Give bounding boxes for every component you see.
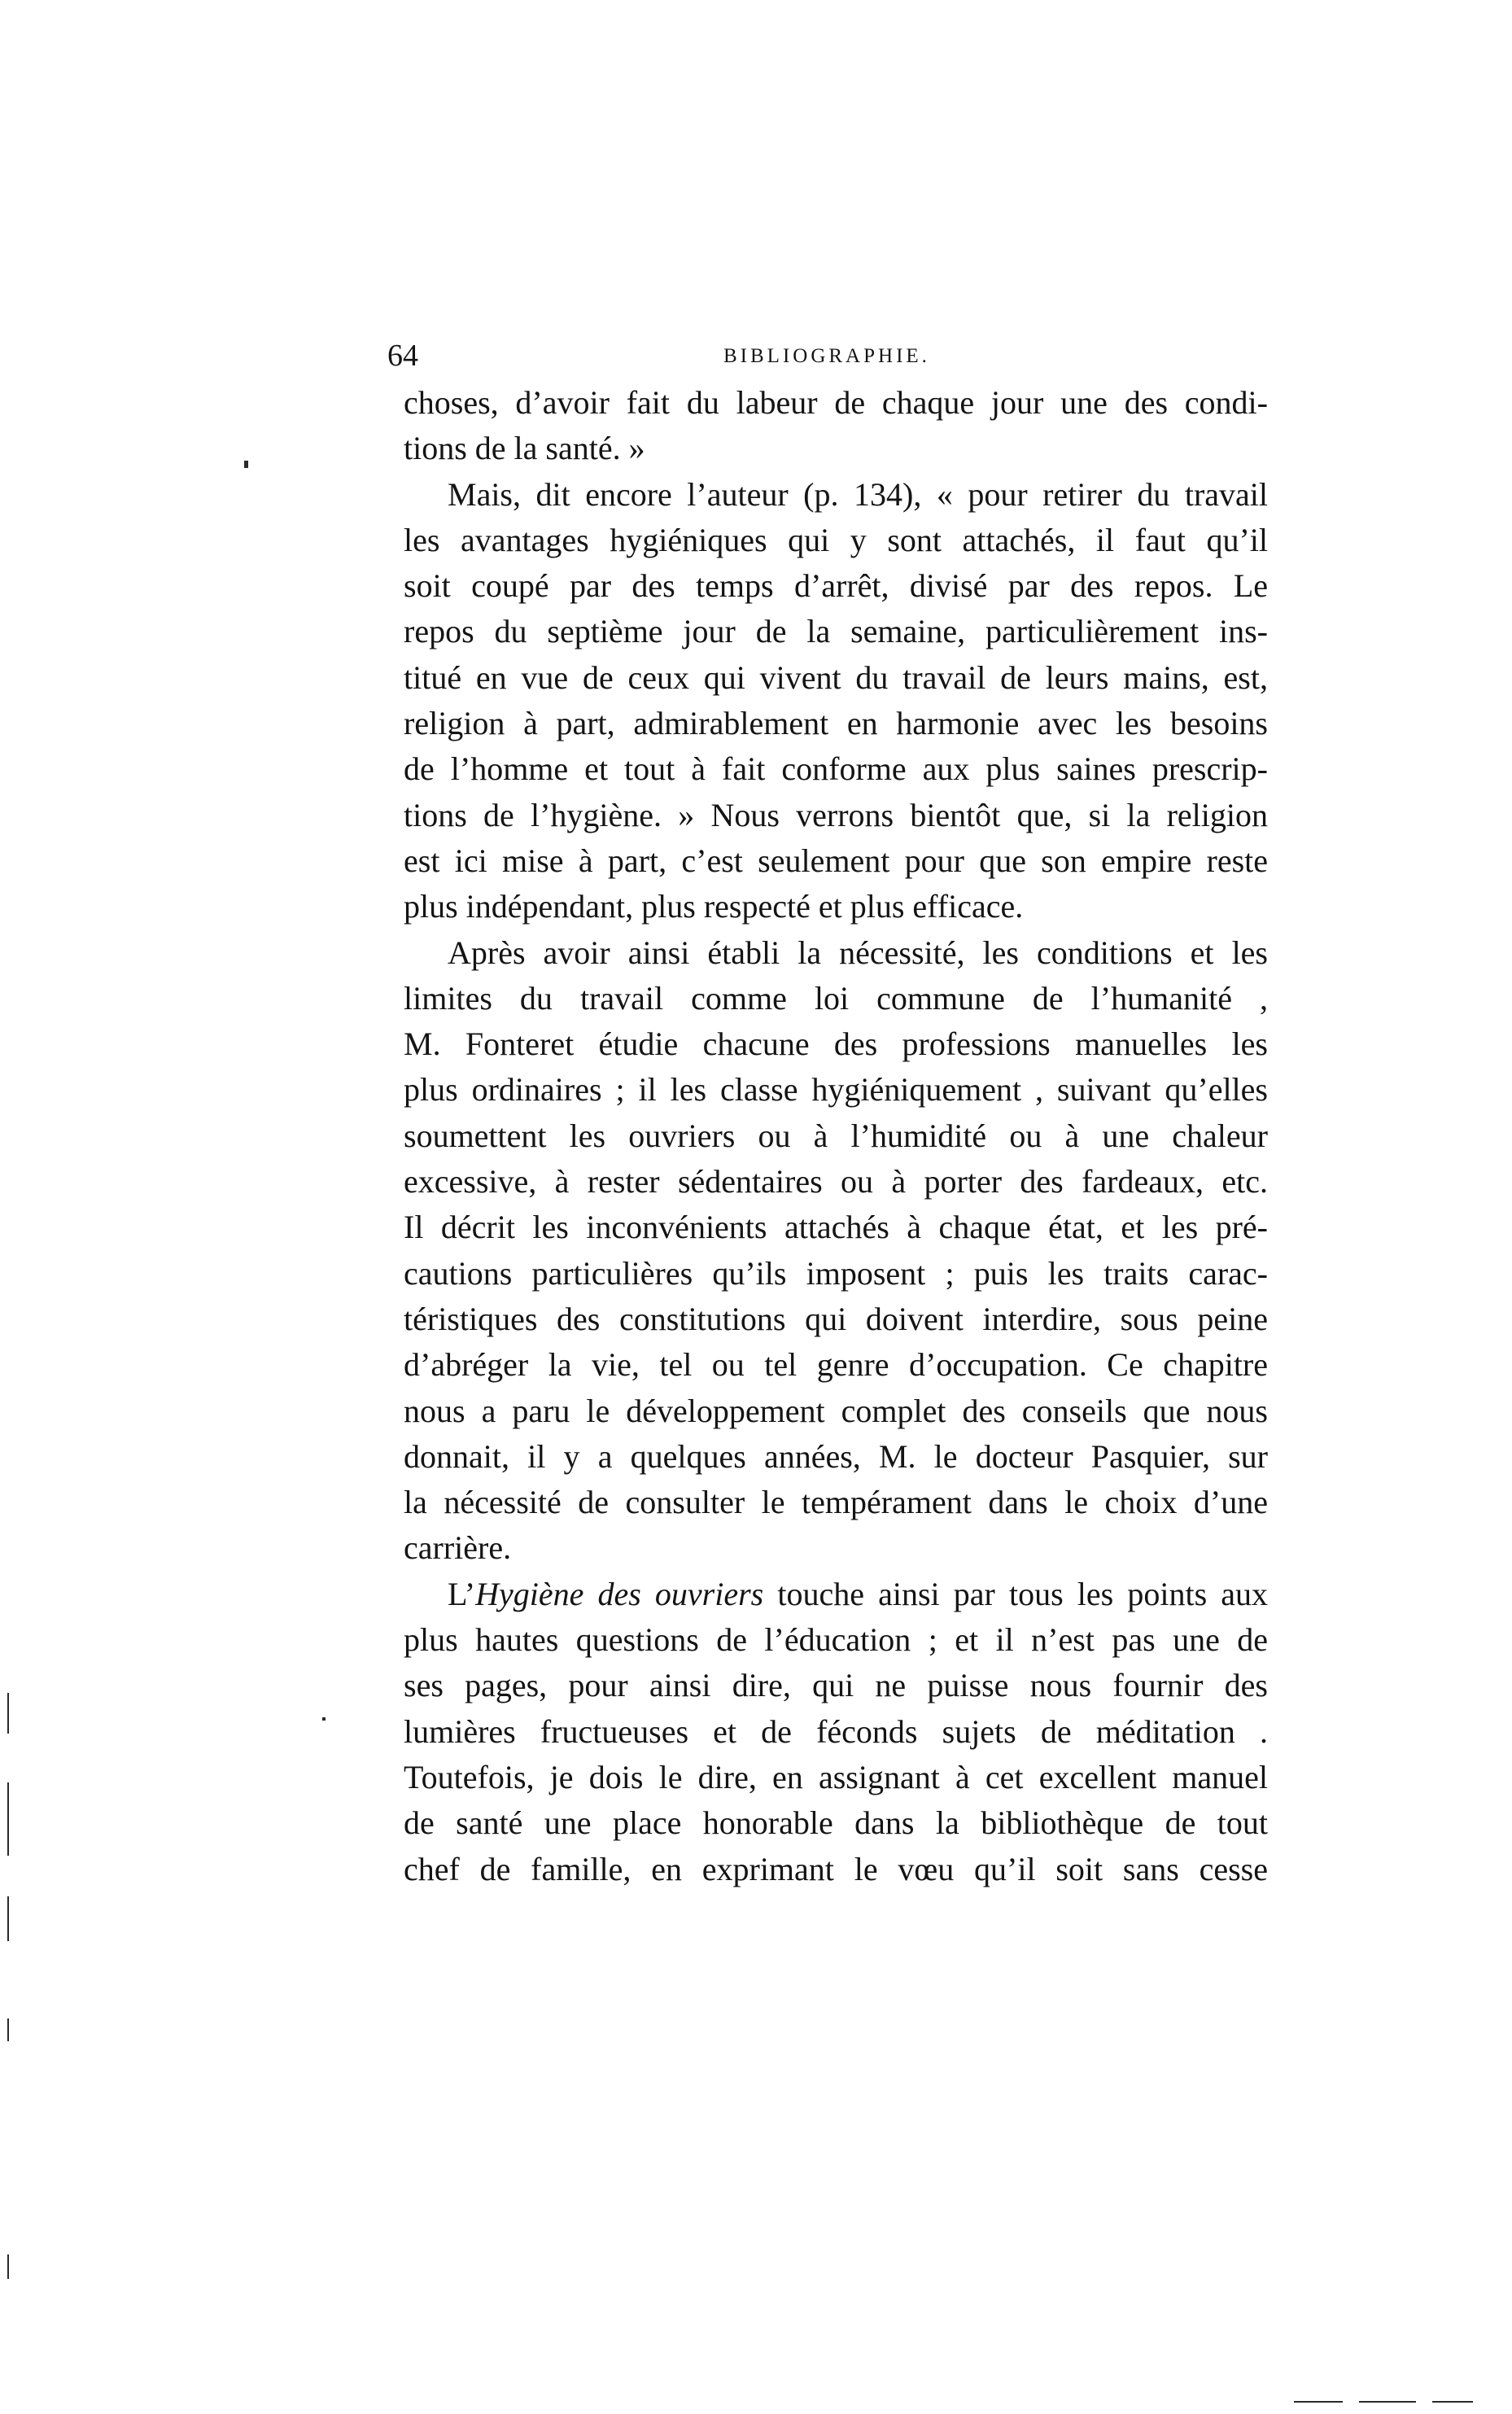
italic-article: L’ [448,1575,476,1612]
text-line: plus ordinaires ; il les classe hygiéniquement , suivant qu’elles [404,1071,1268,1109]
text-line: chef de famille, en exprimant le vœu qu’il soit sans cesse [404,1850,1268,1887]
text-line: la nécessité de consulter le tempérament dans le choix d’une [404,1484,1268,1521]
text-line: tions de l’hygiène. » Nous verrons bientôt que, si la religion [404,796,1268,833]
text-line: nous a paru le développement complet des conseils que nous [404,1392,1268,1429]
text-line-rest: touche ainsi par tous les points aux [777,1575,1269,1612]
running-head: BIBLIOGRAPHIE. [723,345,930,367]
page-number: 64 [387,339,418,373]
text-line: M. Fonteret étudie chacune des professions manuelles les [404,1026,1268,1063]
text-line: plus hautes questions de l’éducation ; et il n’est pas une de [404,1621,1268,1659]
scan-speck [244,461,248,468]
text-line: de l’homme et tout à fait conforme aux plus saines prescrip- [404,750,1268,788]
text-line: excessive, à rester sédentaires ou à porter des fardeaux, etc. [404,1163,1268,1200]
bottom-dash [1294,2401,1343,2403]
margin-line [7,2018,9,2041]
margin-line [7,1782,9,1856]
text-line: téristiques des constitutions qui doivent interdire, sous peine [404,1300,1268,1337]
text-line: donnait, il y a quelques années, M. le docteur Pasquier, sur [404,1437,1268,1475]
text-line: cautions particulières qu’ils imposent ; puis les traits carac- [404,1254,1268,1292]
margin-line [7,1693,9,1734]
text-line-italic-lead [404,1572,1268,1617]
bottom-dash [1359,2401,1416,2403]
text-line: de santé une place honorable dans la bibliothèque de tout [404,1804,1268,1842]
text-line: carrière. [404,1529,512,1567]
text-line: d’abréger la vie, tel ou tel genre d’occupation. Ce chapitre [404,1346,1268,1384]
text-line: choses, d’avoir fait du labeur de chaque jour une des condi- [404,384,1268,421]
text-line: titué en vue de ceux qui vivent du travail de leurs mains, est, [404,658,1268,696]
text-line: Après avoir ainsi établi la nécessité, les conditions et les [448,934,1268,971]
text-line: soumettent les ouvriers ou à l’humidité ou à une chaleur [404,1117,1268,1154]
text-line: ses pages, pour ainsi dire, qui ne puisse nous fournir des [404,1667,1268,1704]
text-line: limites du travail comme loi commune de l’humanité , [404,979,1268,1017]
margin-line [7,2254,9,2279]
text-line: lumières fructueuses et de féconds sujets de méditation . [404,1712,1268,1750]
margin-line [7,1896,9,1941]
page-header [387,335,1299,376]
scan-speck [322,1717,326,1721]
text-line: Mais, dit encore l’auteur (p. 134), « pour retirer du travail [448,475,1268,513]
body-text [404,380,1268,1892]
text-line: Toutefois, je dois le dire, en assignant à cet excellent manuel [404,1758,1268,1795]
text-line: religion à part, admirablement en harmonie avec les besoins [404,705,1268,742]
text-line: est ici mise à part, c’est seulement pour que son empire reste [404,842,1268,879]
text-line: repos du septième jour de la semaine, particulièrement ins- [404,613,1268,650]
bottom-dash [1432,2401,1473,2403]
text-line: plus indépendant, plus respecté et plus efficace. [404,888,1024,925]
text-line: soit coupé par des temps d’arrêt, divisé par des repos. Le [404,567,1268,605]
text-line: Il décrit les inconvénients attachés à chaque état, et les pré- [404,1209,1268,1246]
text-line: tions de la santé. » [404,430,645,467]
text-line: les avantages hygiéniques qui y sont attachés, il faut qu’il [404,521,1268,558]
italic-title: Hygiène des ouvriers [475,1575,764,1612]
